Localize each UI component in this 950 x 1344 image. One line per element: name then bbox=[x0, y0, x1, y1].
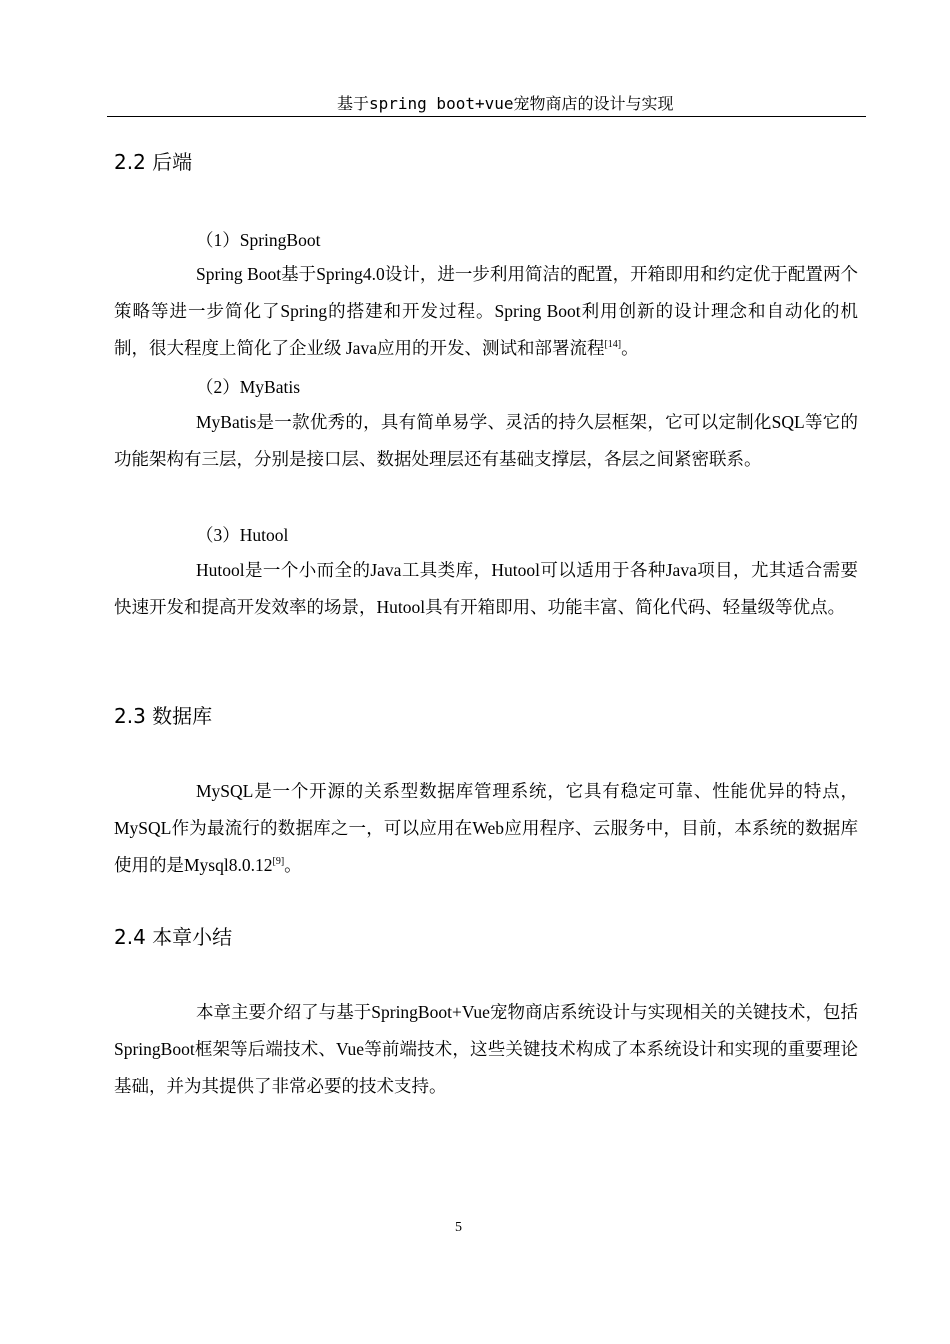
citation-9: [9] bbox=[272, 856, 285, 868]
header-title: 基于spring boot+vue宠物商店的设计与实现 bbox=[337, 94, 674, 113]
paragraph-hutool: Hutool是一个小而全的Java工具类库，Hutool可以适用于各种Java项目，尤其适合需要快速开发和提高开发效率的场景，Hutool具有开箱即用、功能丰富、简化代码、轻量级等优点。 bbox=[114, 560, 858, 617]
section-heading-summary: 2.4 本章小结 bbox=[114, 925, 233, 949]
subsection-title-hutool: （3）Hutool bbox=[196, 525, 289, 545]
subsection-title-springboot: （1）SpringBoot bbox=[196, 230, 321, 250]
section-heading-database: 2.3 数据库 bbox=[114, 704, 213, 728]
paragraph-springboot bbox=[114, 256, 858, 367]
subsection-title-mybatis: （2）MyBatis bbox=[196, 377, 301, 397]
page-number: 5 bbox=[455, 1220, 462, 1235]
citation-14: [14] bbox=[604, 339, 622, 351]
section-heading-backend: 2.2 后端 bbox=[114, 150, 193, 174]
paragraph-database bbox=[114, 773, 858, 884]
paragraph-database-text: MySQL是一个开源的关系型数据库管理系统，它具有稳定可靠、性能优异的特点，MySQL作为最流行的数据库之一，可以应用在Web应用程序、云服务中，目前，本系统的数据库使用的是Mysql8.0.12 bbox=[114, 781, 858, 875]
paragraph-springboot-text: Spring Boot基于Spring4.0设计，进一步利用简洁的配置，开箱即用和约定优于配置两个策略等进一步简化了Spring的搭建和开发过程。Spring Boot利用创新的设计理念和自动化的机制，很大程度上简化了企业级 Java应用的开发、测试和部署流程 bbox=[114, 264, 858, 358]
page-header bbox=[107, 92, 866, 117]
paragraph-database-end: 。 bbox=[284, 855, 302, 875]
paragraph-mybatis: MyBatis是一款优秀的，具有简单易学、灵活的持久层框架，它可以定制化SQL等它的功能架构有三层，分别是接口层、数据处理层还有基础支撑层，各层之间紧密联系。 bbox=[114, 412, 858, 469]
paragraph-springboot-end: 。 bbox=[621, 338, 639, 358]
paragraph-summary: 本章主要介绍了与基于SpringBoot+Vue宠物商店系统设计与实现相关的关键技术，包括 SpringBoot框架等后端技术、Vue等前端技术，这些关键技术构成了本系统设计和实现的重要理论基础，并为其提供了非常必要的技术支持。 bbox=[114, 1002, 858, 1096]
